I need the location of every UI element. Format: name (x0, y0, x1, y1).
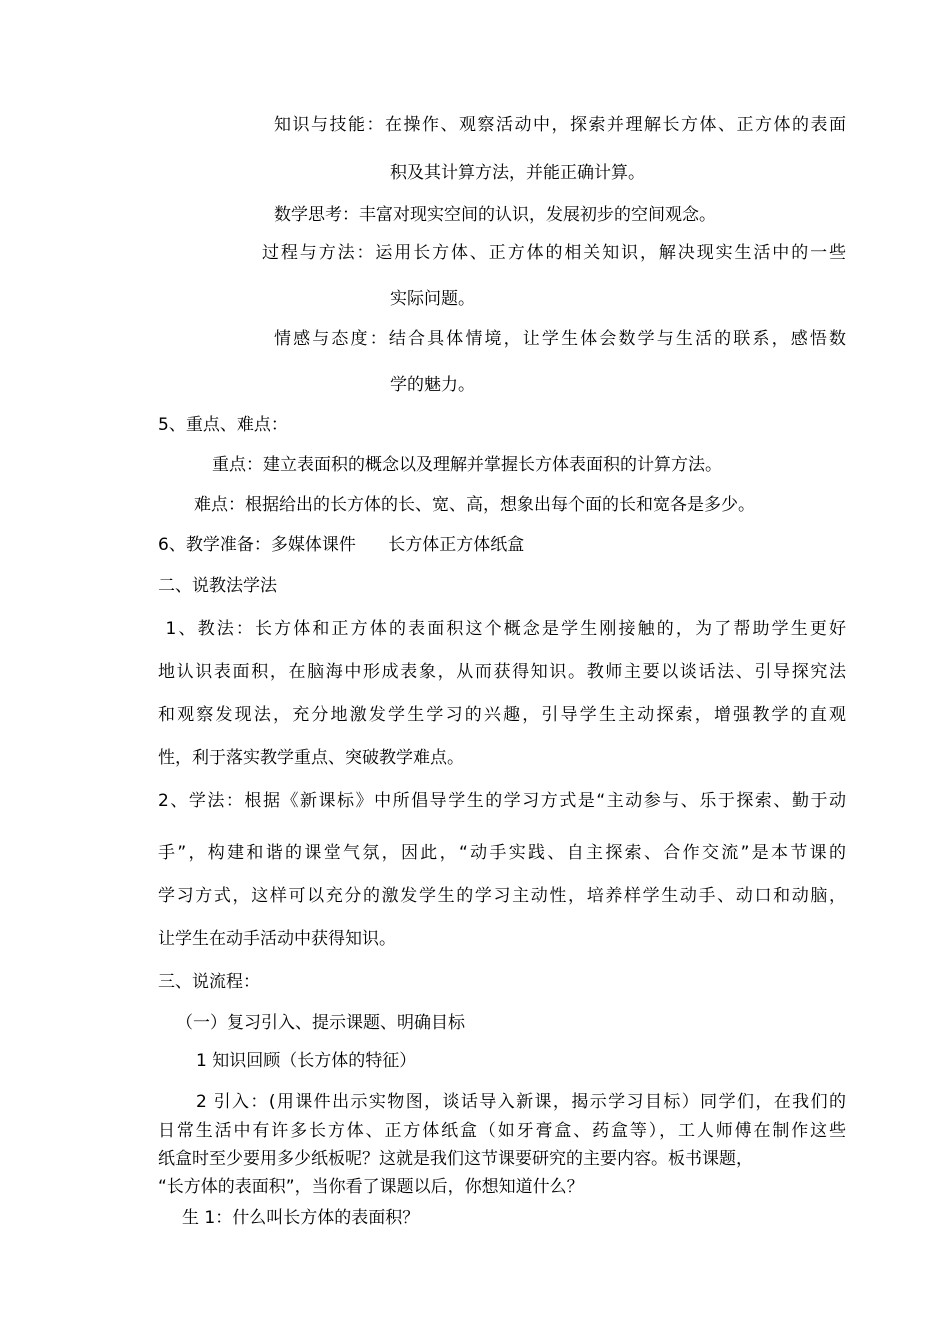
key-point: 重点：建立表面积的概念以及理解并掌握长方体表面积的计算方法。 (212, 455, 722, 475)
learning-line1: 2、学法：根据《新课标》中所倡导学生的学习方式是“主动参与、乐于探索、勤于动 (158, 791, 846, 811)
objective-process-line2: 实际问题。 (390, 289, 475, 309)
part2-heading: 二、说教法学法 (158, 576, 277, 596)
objective-knowledge-line2: 积及其计算方法，并能正确计算。 (390, 163, 645, 183)
part3-subheading: （一）复习引入、提示课题、明确目标 (176, 1013, 465, 1033)
objective-emotion-line1: 情感与态度：结合具体情境，让学生体会数学与生活的联系，感悟数 (274, 329, 846, 349)
teaching-line1: 1、教法：长方体和正方体的表面积这个概念是学生刚接触的，为了帮助学生更好 (158, 619, 846, 639)
objective-process-line1: 过程与方法：运用长方体、正方体的相关知识，解决现实生活中的一些 (262, 243, 846, 263)
intro-line1: 2 引入：(用课件出示实物图，谈话导入新课，揭示学习目标）同学们，在我们的 (196, 1092, 846, 1112)
objective-emotion-line2: 学的魅力。 (390, 375, 475, 395)
intro-line4: “长方体的表面积”，当你看了课题以后，你想知道什么？ (158, 1177, 584, 1197)
intro-line2: 日常生活中有许多长方体、正方体纸盒（如牙膏盒、药盒等），工人师傅在制作这些 (158, 1121, 846, 1141)
section5-heading: 5、重点、难点： (158, 415, 288, 435)
teaching-line2: 地认识表面积，在脑海中形成表象，从而获得知识。教师主要以谈话法、引导探究法 (158, 662, 846, 682)
intro-line3: 纸盒时至少要用多少纸板呢？这就是我们这节课要研究的主要内容。板书课题， (158, 1149, 753, 1169)
objective-math-thinking: 数学思考：丰富对现实空间的认识，发展初步的空间观念。 (274, 205, 716, 225)
section6-heading: 6、教学准备：多媒体课件 长方体正方体纸盒 (158, 535, 525, 555)
teaching-line4: 性，利于落实教学重点、突破教学难点。 (158, 748, 464, 768)
student-answer-1: 生 1：什么叫长方体的表面积？ (182, 1208, 420, 1228)
part3-heading: 三、说流程： (158, 972, 260, 992)
learning-line3: 学习方式，这样可以充分的激发学生的学习主动性，培养样学生动手、动口和动脑， (158, 886, 846, 906)
review-item: 1 知识回顾（长方体的特征） (196, 1051, 417, 1071)
difficulty: 难点：根据给出的长方体的长、宽、高，想象出每个面的长和宽各是多少。 (194, 495, 755, 515)
objective-knowledge-line1: 知识与技能：在操作、观察活动中，探索并理解长方体、正方体的表面 (274, 115, 846, 135)
learning-line2: 手”，构建和谐的课堂气氛，因此，“动手实践、自主探索、合作交流”是本节课的 (158, 843, 846, 863)
teaching-line3: 和观察发现法，充分地激发学生学习的兴趣，引导学生主动探索，增强教学的直观 (158, 705, 846, 725)
learning-line4: 让学生在动手活动中获得知识。 (158, 929, 396, 949)
